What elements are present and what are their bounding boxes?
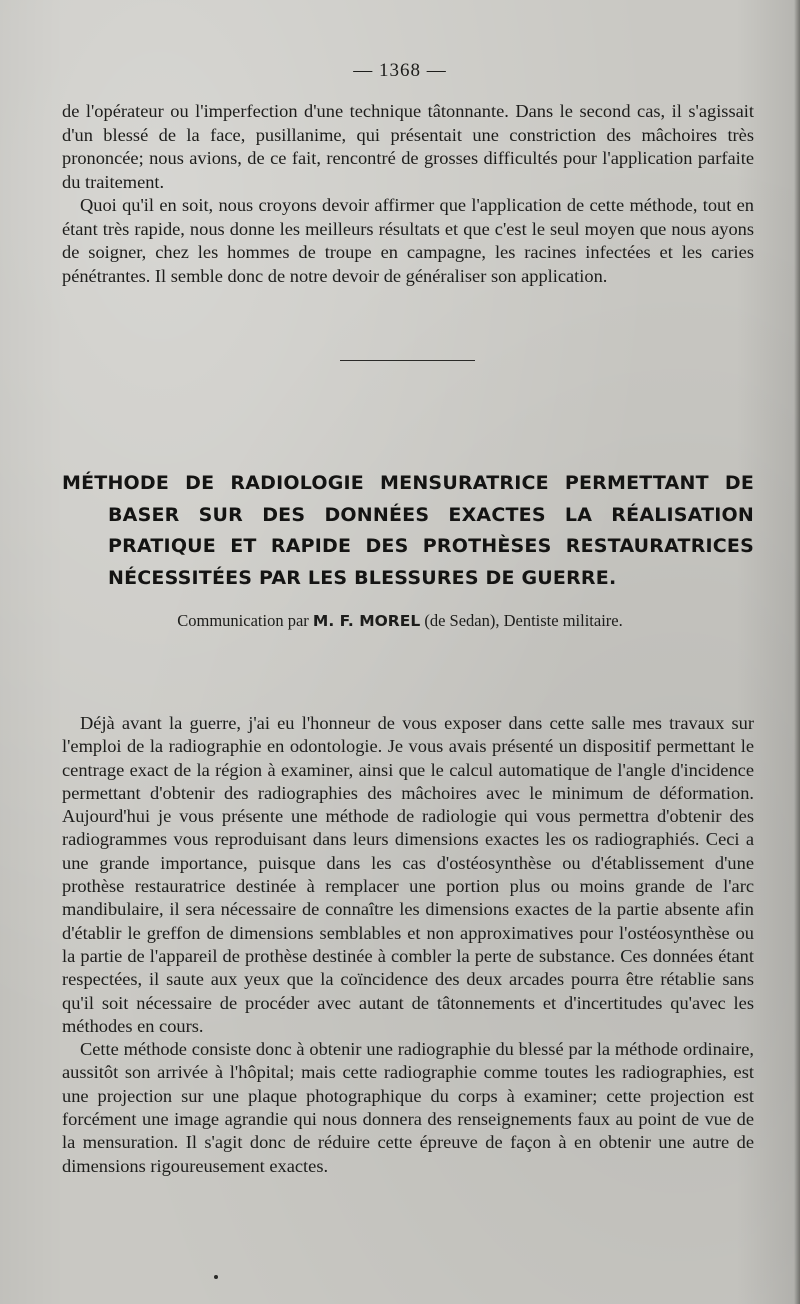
article-title-line-2: BASER SUR DES DONNÉES EXACTES LA RÉALISATION (108, 503, 754, 526)
article-title-line-1: MÉTHODE DE RADIOLOGIE MENSURATRICE PERMETTANT DE (62, 472, 754, 494)
byline-suffix: (de Sedan), Dentiste militaire. (424, 611, 623, 630)
continuation-paragraph-2: Quoi qu'il en soit, nous croyons devoir affirmer que l'application de cette méthode, tout en étant très rapide, nous donne les meilleurs résultats et que c'est le seul moyen que nous ayons de soigner, chez les hommes de troupe en campagne, les racines infectées et les caries pénétrantes. Il semble donc de notre devoir de généraliser son application. (62, 195, 754, 286)
article-title (62, 468, 754, 594)
article-title-line-3: PRATIQUE ET RAPIDE DES PROTHÈSES RESTAURATRICES (108, 535, 754, 557)
article-title-line-4: NÉCESSITÉES PAR LES BLESSURES DE GUERRE. (108, 566, 617, 589)
article-body (62, 712, 754, 1178)
article-byline (0, 611, 800, 631)
byline-author: M. F. MOREL (312, 612, 421, 630)
article-paragraph-2: Cette méthode consiste donc à obtenir une radiographie du blessé par la méthode ordinaire, aussitôt son arrivée à l'hôpital; mais cette radiographie comme toutes les radiographies, est une projection sur une plaque photographique du corps à examiner; cette projection est forcément une image agrandie qui nous donnera des renseignements faux au point de vue de la mensuration. Il s'agit donc de réduire cette épreuve de façon à en obtenir une autre de dimensions rigoureusement exactes. (62, 1039, 754, 1176)
byline-prefix: Communication par (177, 611, 309, 630)
printing-speck (214, 1275, 218, 1279)
page-number: — 1368 — (353, 60, 447, 81)
article-paragraph-1: Déjà avant la guerre, j'ai eu l'honneur de vous exposer dans cette salle mes travaux sur l'emploi de la radiographie en odontologie. Je vous avais présenté un dispositif permettant le centrage exact de la région à examiner, ainsi que le calcul automatique de l'angle d'incidence permettant d'obtenir des radiographies des mâchoires avec le minimum de déformation. Aujourd'hui je vous présente une méthode de radiologie qui vous permettra d'obtenir des radiogrammes vous reproduisant dans leurs dimensions exactes les os radiographiés. Ceci a une grande importance, puisque dans les cas d'ostéosynthèse ou d'établissement d'une prothèse restauratrice destinée à remplacer une portion plus ou moins grande de l'arc mandibulaire, il sera nécessaire de connaître les dimensions exactes de la partie absente afin d'établir le greffon de dimensions semblables et non approximatives pour l'ostéosynthèse ou la partie de l'appareil de prothèse destinée à combler la perte de substance. Ces données étant respectées, il saute aux yeux que la coïncidence des deux arcades pourra être rétablie sans qu'il soit nécessaire de procéder avec autant de tâtonnements et d'incertitudes qu'avec les méthodes en cours. (62, 713, 754, 1036)
page-edge-shadow (794, 0, 800, 1304)
section-separator-rule (340, 360, 475, 361)
continuation-paragraph-1: de l'opérateur ou l'imperfection d'une technique tâtonnante. Dans le second cas, il s'agissait d'un blessé de la face, pusillanime, qui présentait une constriction des mâchoires très prononcée; nous avions, de ce fait, rencontré de grosses difficultés pour l'application parfaite du traitement. (62, 101, 754, 192)
continuation-text (62, 100, 754, 288)
